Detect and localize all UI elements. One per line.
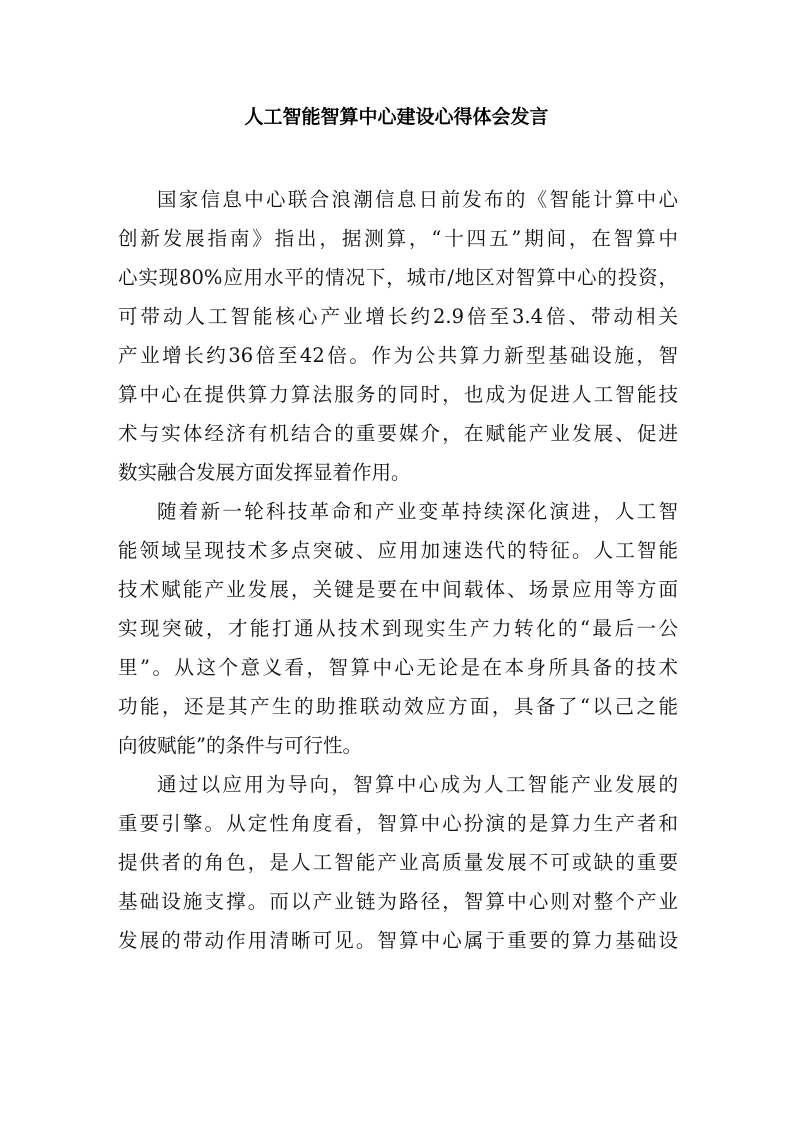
paragraph-3 bbox=[118, 765, 678, 960]
text-line: 数实融合发展方面发挥显着作用。 bbox=[118, 461, 411, 484]
text-line: 能领域呈现技术多点突破、应用加速迭代的特征。人工智能 bbox=[118, 539, 678, 562]
document-title: 人工智能智算中心建设心得体会发言 bbox=[244, 106, 549, 128]
text-line: 国家信息中心联合浪潮信息日前发布的《智能计算中心 bbox=[157, 188, 678, 211]
text-line: 重要引擎。从定性角度看，智算中心扮演的是算力生产者和 bbox=[118, 812, 678, 835]
text-line: 随着新一轮科技革命和产业变革持续深化演进，人工智 bbox=[157, 500, 678, 523]
text-line: 算中心在提供算力算法服务的同时，也成为促进人工智能技 bbox=[118, 383, 678, 406]
text-line: 基础设施支撑。而以产业链为路径，智算中心则对整个产业 bbox=[118, 890, 678, 913]
text-line: 通过以应用为导向，智算中心成为人工智能产业发展的 bbox=[157, 773, 678, 796]
text-line: 向彼赋能”的条件与可行性。 bbox=[118, 734, 362, 757]
text-line: 提供者的角色，是人工智能产业高质量发展不可或缺的重要 bbox=[118, 851, 678, 874]
text-line: 术与实体经济有机结合的重要媒介，在赋能产业发展、促进 bbox=[118, 422, 678, 445]
document-body bbox=[118, 180, 678, 960]
text-line: 里”。从这个意义看，智算中心无论是在本身所具备的技术 bbox=[118, 656, 678, 679]
paragraph-2 bbox=[118, 492, 678, 765]
text-line: 技术赋能产业发展，关键是要在中间载体、场景应用等方面 bbox=[118, 578, 678, 601]
text-line: 可带动人工智能核心产业增长约2.9倍至3.4倍、带动相关 bbox=[118, 305, 678, 328]
text-line: 心实现80%应用水平的情况下，城市/地区对智算中心的投资， bbox=[118, 266, 678, 289]
text-line: 功能，还是其产生的助推联动效应方面，具备了“以己之能 bbox=[118, 695, 678, 718]
paragraph-1 bbox=[118, 180, 678, 492]
text-line: 实现突破，才能打通从技术到现实生产力转化的“最后一公 bbox=[118, 617, 678, 640]
text-line: 发展的带动作用清晰可见。智算中心属于重要的算力基础设 bbox=[118, 929, 678, 952]
text-line: 创新发展指南》指出，据测算，“十四五”期间，在智算中 bbox=[118, 227, 678, 250]
text-line: 产业增长约36倍至42倍。作为公共算力新型基础设施，智 bbox=[118, 344, 678, 367]
